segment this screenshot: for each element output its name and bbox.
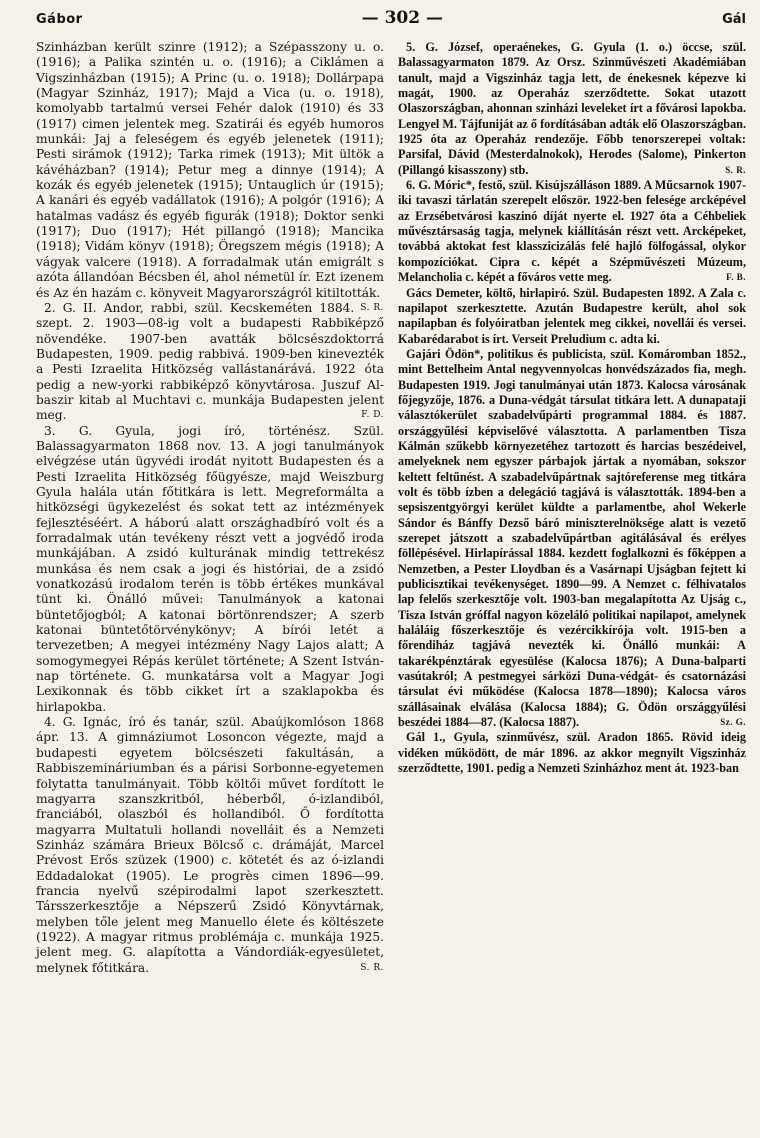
entry-signature: S. R. [360,962,384,973]
column-left [36,40,384,976]
entry-paragraph: Szinházban került szinre (1912); a Szépasszony u. o. (1916); a Palika szintén u. o. (1916); a Ciklámen a Vigszinházban (1915); A Princ (u. o. 1918); Dollárpapa (Magyar Szinház, 1917); Majd a Vica (u. o. 1918), komolyabb tartalmú versei Fehér dalok (1910) és 33 (1917) cimen jelentek meg. Szatirái és egyéb humoros munkái: Jaj a feleségem és egyéb jelenetek (1911); Pesti sirámok (1912); Tarka rimek (1913); Mit ültök a kávéházban? (1914); Petur meg a dinnye (1914); A kozák és egyéb jelenetek (1915); Untauglich úr (1915); A kanári és egyéb vadállatok (1916); A polgór (1916); A hatalmas vadász és egyéb figurák (1918); Doktor senki (1917); Duo (1917); Hét pillangó (1918); Mancika (1918); Vidám könyv (1918); Öregszem mégis (1918); A vágyak valcere (1918). A forradalmak után emigrált s azóta állandóan Bécsben él, ahol németül ír. Ezt izenem és Az én hazám c. könyveit Magyarországról kitiltották. S. R. [36,40,384,301]
running-head-left: Gábor [36,12,83,27]
entry-paragraph: Gács Demeter, költő, hirlapiró. Szül. Budapesten 1892. A Zala c. napilapot szerkesztette. Azután Budapestre került, ahol sok napilapban és folyóiratban jelentek meg cikkei, novellái és versei. Kabarédarabot is írt. Verseit Preludium c. adta ki. [398,285,746,346]
entry-signature: S. R. [360,302,384,313]
entry-paragraph: 2. G. II. Andor, rabbi, szül. Kecskeméten 1884. szept. 2. 1903—08-ig volt a budapesti Rabbiképző növendéke. 1907-ben avatták bölcsészdoktorrá Budapesten, 1909. pedig rabbivá. 1909-ben kinevezték a Pesti Izraelita Hitközség vallástanárává. 1922 óta pedig a new-yorki rabbiképző könyvtárosa. Juszuf Al-baszir kitab al Muchtavi c. munkája Budapesten jelent meg. F. D. [36,300,384,423]
entry-signature: S. R. [725,164,746,175]
columns [36,40,746,976]
entry-paragraph: 4. G. Ignác, író és tanár, szül. Abaújkomlóson 1868 ápr. 13. A gimnáziumot Losoncon végezte, majd a budapesti egyetem bölcsészeti fakultásán, a Rabbiszemináriumban és a párisi Sorbonne-egyetemen folytatta tanulmányait. Több költői művet fordított le magyarra szanszkritból, héberből, ó-izlandiból, franciából, olaszból és hollandiból. Ő fordította magyarra Multatuli hollandi novelláit és a Nemzeti Szinház számára Brieux Bölcső c. drámáját, Marcel Prévost Erős szüzek (1900) c. kötetét és az ó-izlandi Eddadalokat (1905). Le progrès cimen 1896—99. francia nyelvű szépirodalmi lapot szerkesztett. Társszerkesztője a Népszerű Zsidó Könyvtárnak, melyben tőle jelent meg Manuello élete és költészete (1922). A magyar ritmus problémája c. munkája 1925. jelent meg. G. alapította a Vándordiák-egyesületet, melynek főtitkára. S. R. [36,715,384,975]
page-number: — 302 — [361,8,443,28]
entry-signature: F. B. [726,272,746,283]
entry-signature: Sz. G. [720,717,746,728]
entry-paragraph: 3. G. Gyula, jogi író, történész. Szül. Balassagyarmaton 1868 nov. 13. A jogi tanulmányok elvégzése után ügyvédi irodát nyitott Budapesten és a Pesti Izraelita Hitközség főügyésze, majd Weiszburg Gyula halála után főtitkára is lett. Megreformálta a hitközségi ügykezelést és sokat tett az intézmények fejlesztéséért. A háború alatt országhadbíró volt és a forradalmak után tevékeny részt vett a jogvédő iroda munkájában. A zsidó kulturának mindig tettrekész munkása és nem csak a jogi és históriai, de a zsidó vonatkozású irodalom terén is több értékes munkával tünt ki. Önálló művei: Tanulmányok a katonai büntetőjogból; A katonai börtönrendszer; A szerb katonai büntetőtörvénykönyv; A bírói letét a tervezetben; A megyei intézmény Nagy Lajos alatt; A somogymegyei Répás kerület története; A Szent István-nap története. G. munkatársa volt a Magyar Jogi Lexikonnak és több cikket írt a szaklapokba és hirlapokba. [36,423,384,714]
entry-signature: F. D. [361,410,384,421]
entry-paragraph: Gajári Ödön*, politikus és publicista, szül. Komáromban 1852., mint Bettelheim Antal negyvennyolcas honvédszázados fia, megh. Budapesten 1919. Jogi tanulmányai után 1873. Kalocsa városának főjegyzője, 1876. a Duna-védgát társulat titkára lett. A dunapataji választókerület szabadelvűpárti programmal 1884. és 1887. országgyűlési képviselővé választotta. A parlamentben Tisza Kálmán szűkebb környezetéhez tartozott és harcias beszédeivel, amelyeknek nem egyszer párbajok jártak a nyomában, sokszor keltett feltűnést. A szabadelvűpártnak sajtóreferense meg titkára volt és több ízben a delegáció tagjává is választották. 1894-ben a sepsiszentgyörgyi kerület küldte a parlamentbe, ahol Wekerle Sándor és Bánffy Dezső báró miniszterelnöksége alatt is vezető szerepet játszott a szabadelvűpártban agitálásával és erélyes föllépésével. Hirlapírással 1884. kezdett foglalkozni és főképpen a Nemzetben, a Pester Lloydban és a Vasárnapi Ujságban fejtett ki publicisztikai tevékenységet. 1890—99. A Nemzet c. félhivatalos lap felelős szerkesztője volt. 1903-ban megalapította Az Ujság c., Tisza István gróffal nagyon közeláló politikai napilapot, amelynek haláláig főszerkesztője és vezércikkírója volt. 1915-ben a főrendiház tagjává nevezték ki. Önálló munkái: A takarékpénztárak egyesülése (Kalocsa 1876); A Duna-balparti vasútakról; A pestmegyei sárközi Duna-védgát- és csatornázási társulat évi működése (Kalocsa 1878—1890); Kalocsa város szállásainak elválása (Kalocsa 1884); G. Ödön országgyűlési beszédei 1884—87. (Kalocsa 1887). Sz. G. [398,346,746,730]
entry-paragraph: Gál 1., Gyula, szinművész, szül. Aradon 1865. Rövid ideig vidéken működött, de már 1896. az akkor megnyilt Vigszinház szerződtette, 1901. pedig a Nemzeti Szinházhoz ment át. 1923-ban [398,730,746,776]
running-head-right: Gál [722,12,746,27]
column-right [398,40,746,976]
page-header [36,8,746,34]
entry-paragraph: 6. G. Móric*, festő, szül. Kisújszálláson 1889. A Műcsarnok 1907-iki tavaszi tárlatán szerepelt először. 1922-ben felesége arcképével az Erzsébetvárosi kaszinó díját nyerte el. 1927 óta a Céhbeliek művésztársaság tagja, melynek kiállításán részt vett. Arcképeket, továbbá aktokat fest klasszicizálás felé hajló fölfogással, olykor kompozíciókat. Cipra c. képét a Szépművészeti Múzeum, Melancholia c. képét a főváros vette meg. F. B. [398,178,746,285]
entry-paragraph: 5. G. József, operaénekes, G. Gyula (1. o.) öccse, szül. Balassagyarmaton 1879. Az Orsz. Szinművészeti Akadémiában tanult, majd a Vigszinház tagja lett, de énekesnek képezve ki magát, 1900. az Operaház szerződtette. Sokat utazott Olaszországban, ahonnan szinházi leveleket írt a fővárosi lapokba. Lengyel M. Tájfuniját az ő fordításában adták elő Olaszországban. 1925 óta az Operaház rendezője. Főbb tenorszerepei voltak: Parsifal, Dávid (Mesterdalnokok), Herodes (Salome), Pinkerton (Pillangó kisasszony) stb. S. R. [398,40,746,177]
